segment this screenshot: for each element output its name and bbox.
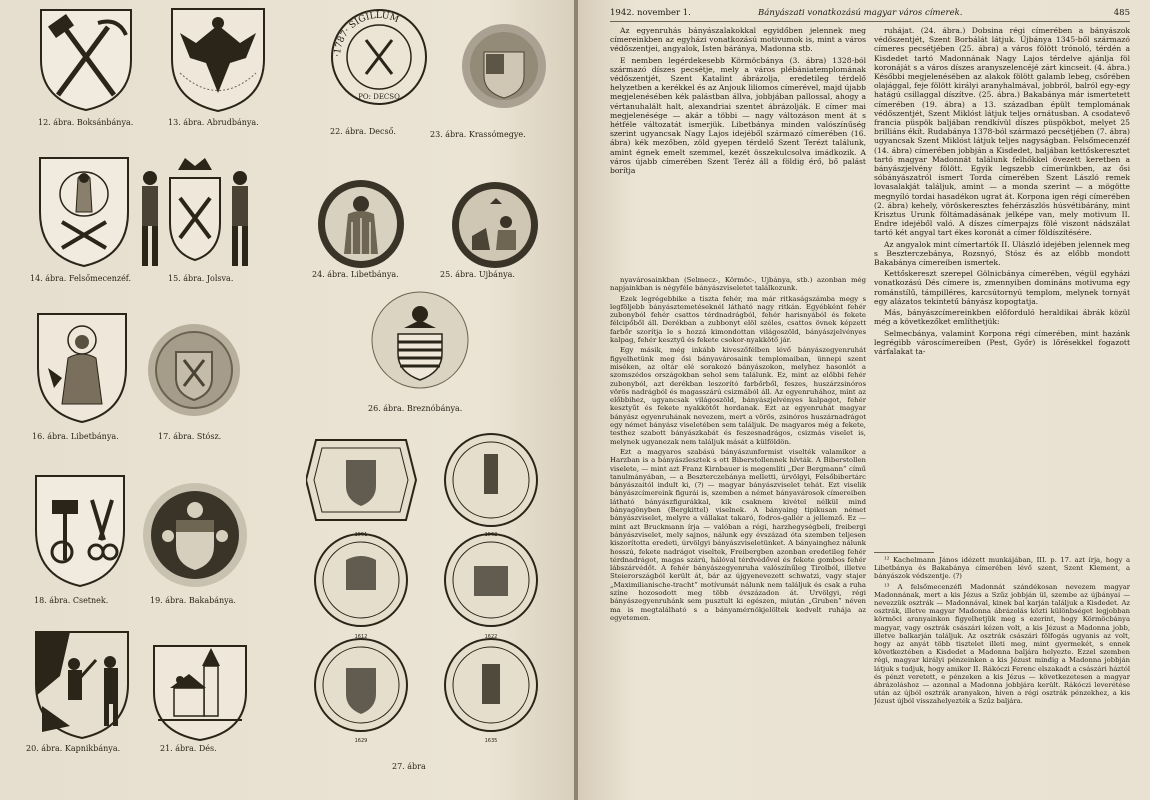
paragraph: Ezt a magyaros szabású bányászunformist viselték valamikor a Harzban is a bányászlesztek s ott Biberstollennek hívták. A Biberstollen viselete, — mint azt Franz Kirnbauer is megemlíti „Der Bergmann” című tanulmányában, — a Beszterczebánya melletti, úrvölgyi, Felsőbibertárc bányászaitól indult ki, (?) — magyar bányászviselet tehát. Ezt viselik bányászcímereink figurái is, szemben a német bányavárosok címereiben látható bányászfigurákkal, kik csaknem kivétel nélkül mind bányagönyben (Bergkittel) viselnek. A bányaing tipikusan német bányászviselet, melyre a vállakat takaró, fodros-gallér a jellemző. Ez — mint azt Bruckmann írja — valóban a régi, harzhegységbeli, freibergi bányászviselet, mely sajnos, nálunk egy évszázad óta szemben teljesen kiszorította eredeti, úrvölgyi bányászviseletünket. A bányainghez nálunk hosszú, fekete nadrágot viseltek, Freibergben azonban eredetileg fehér térdnadrágot, magas szárú, hálóval térdvédővel és fekete gombos fehér lábszárvédőt. A fehér bányászegyenruha valószínűleg Tirolból, illetve Steierországból került át, bár az újgyenevezett schwatzi, vagy stajer „Maximilianische-tracht” motívumát nálunk nem találjuk és csak a ruha színe hozosodott meg több évszázadon át. Urvölgyi, régi bányászegyenruhánk sem pusztult ki egészen, miután „Gruben” néven ma is megtalálható s a bányamérnökjelöltek kedvelt ruhája az egyetemen. (610, 447, 866, 622)
seal-year-1629: 1629 (354, 738, 368, 744)
caption-fig-25: 25. ábra. Ujbánya. (440, 270, 515, 279)
caption-fig-22: 22. ábra. Decső. (330, 127, 396, 136)
figure-13-abrudbanya-shield (166, 3, 270, 115)
seal-year-1562: 1562 (484, 532, 498, 538)
page-number: 485 (1113, 8, 1130, 18)
decso-seal-text-top: ·1787· SIGILLUM (332, 10, 401, 58)
caption-fig-26: 26. ábra. Breznóbánya. (368, 404, 463, 413)
paragraph: E nemben legérdekesebb Körmöcbánya (3. ábra) 1328-ból származó díszes pecsétje, mely a város plébániatemplomának védőszentjét, Szent Katalint ábrázolja, eredetileg térdelő helyzetben a kerékkel és az Anjouk liliomos címerével, majd újabb megjelenésében kék palástban állva, jobbjában pallossal, ahogy a vértanuhalált halt, alexandriai szentet ábrázolják. E címer mai megjelenésége — akár a többi — nagy változáson ment át s hétféle változatát ismerjük. Libetbánya minden valószínűség szerint ugyancsak Nagy Lajos idejéből származó címerében (16. ábra) kék mezőben, zöld gyepen térdelő Szent Terézt találunk, amint égnek emelt szemmel, kezét összekulcsolva imádkozik. A város újabb címerében Szent Teréz áll a földig érő, bő palást borítja (610, 55, 866, 176)
seal-year-1551: 1551 (354, 532, 368, 538)
header-date: 1942. november 1. (610, 8, 691, 18)
footnote-rule (874, 552, 934, 553)
figure-14-felsomecenzef-shield (34, 152, 134, 270)
figure-23-krasso-seal (460, 22, 548, 110)
figure-20-kapnikbanya-shield (30, 626, 134, 742)
footnotes (874, 548, 1130, 793)
figure-17-stosz-seal (146, 322, 242, 418)
caption-fig-19: 19. ábra. Bakabánya. (150, 596, 236, 605)
paragraph: nyavárosainkban (Selmecz-, Körmöc-, Ujbánya, stb.) azonban még napjainkban is négyféle bányászviseletet találkozunk. (610, 276, 866, 293)
decso-seal-text-bottom: PO: DECSO (358, 93, 400, 101)
footnote-13: ¹³ A felsőmecenzéfi Madonnát szándékosan nevezem magyar Madonnának, mert a kis Jézus a Szűz jobbján ül, szembe az újbányai — nevezzük osztrák — Madonnával, kinek bal karján találjuk a Kisdedet. Az osztrák, illetve magyar Madonna ábrázolás közti különbséget legjobban körmöci aranyainkon figyelhetjük meg s ezerint, hogy Körmöcbánya magyar, vagy osztrák császári kézen volt, a kis Jézust a Madonna jobb, illetve balkarján találjuk. Az osztrák császári fölfogás ugyanis az volt, hogy az anyát több tisztelet illeti meg, mint gyermekét, s ennek következtében a Kisdedet a Madonna baljára helyezte. Ezzel szemben régi, magyar királyi pénzeinken a kis Jézust mindig a Madonna jobbján látjuk s tudjuk, hogy amikor II. Rákóczi Ferenc elszakadt a császári háztól és pénzt veretett, e pénzeken a kis Jézus — következetesen a magyar ábrázoláshoz — azonnal a Madonna jobbjára került. Rákóczi leverétése után az újból osztrák aranyakon, hiven a régi osztrák pénzekhez, a kis Jézust újból visszahelyezték a Szűz baljára. (874, 582, 1130, 706)
caption-fig-16: 16. ábra. Libetbánya. (32, 432, 119, 441)
caption-fig-18: 18. ábra. Csetnek. (34, 596, 109, 605)
caption-fig-15: 15. ábra. Jolsva. (168, 274, 234, 283)
running-header (610, 7, 1130, 22)
caption-fig-17: 17. ábra. Stósz. (158, 432, 222, 441)
caption-fig-24: 24. ábra. Libetbánya. (312, 270, 399, 279)
figure-22-decso-seal (330, 8, 428, 106)
figure-18-csetnek-shield (30, 470, 130, 590)
paragraph: Selmecbánya, valamint Korpona régi címerében, mint hazánk legrégibb városcímereiben (Pest, Győr) is lőrésekkel fogazott várfalakat ta- (874, 328, 1130, 356)
caption-fig-13: 13. ábra. Abrudbánya. (168, 118, 259, 127)
figure-19-bakabanya-seal (140, 480, 250, 590)
seal-year-1635: 1635 (484, 738, 498, 744)
caption-fig-27: 27. ábra (392, 762, 426, 771)
figure-12-boksanbanya-shield (36, 5, 136, 115)
footnote-12: ¹² Kachelmann János idézett munkájában, III. p. 17. azt írja, hogy a Libetbánya és Bakabánya címerében lévő szent, Szent Klement, a bányászok védszentje. (?) (874, 556, 1130, 581)
seal-year-1612: 1612 (354, 634, 368, 640)
text-column-2 (874, 26, 1130, 546)
figure-25-ujbanya-seal (450, 180, 540, 270)
text-column-1-top (610, 26, 866, 266)
caption-fig-14: 14. ábra. Felsőmecenzéf. (30, 274, 132, 283)
caption-fig-12: 12. ábra. Boksánbánya. (38, 118, 134, 127)
figure-15-jolsva-arms (130, 148, 260, 276)
caption-fig-20: 20. ábra. Kapnikbánya. (26, 744, 121, 753)
caption-fig-21: 21. ábra. Dés. (160, 744, 217, 753)
paragraph: ruhájat. (24. ábra.) Dobsina régi címerében a bányászok védőszentjét, Szent Borbálát látjuk. Újbánya 1345-ből származó címeres pecsétjében (25. ábra) a város fölött trónoló, térdén a Kisdedet tartó Madonnának Nagy Lajos térdelve ajánlja föl koronáját s a város díszes aranyszelencéjé zárt kincseit. (4. ábra.) Későbbi megjelenésében az alakok fölött galamb lebeg, csőrében olajággal, feje fölött királyi aranyhalmával, jobbról, balról egy-egy hatágú csillaggal díszítve. (25. ábra.) Bakabánya már ismertetett címerében (19. ábra) a 13. században épült templomának védőszentjét, Szent Miklóst látjuk teljes ornátusban. A csodatevő francia püspök baljában rendkívül díszes püspökbot, melyet 25 brilliáns ékít. Rudabánya 1378-ból származó pecsétjében (7. ábra) ugyancsak Szent Miklóst látjuk teljes nagyságban. Felsőmecenzéf (14. ábra) címerében jobbján a Kisdedet, baljában kettőskeresztet tartó magyar Madonnát találunk felhőkkel övezett keretben a bányászjelvény fölött. Egyik legszebb címerünkben, az ősi sóbányászatról ismert Torda címerében Szent László remek lovasalakját találjuk, amint — a monda szerint — a mögötte megnyíló tordai hasadékon ugrat át. Korpona igen régi címerében (2. ábra) kehely, vöröskeresztes fehérzászlós húsvétibárány, mint Krisztus Urunk föltámadásának jelképe van, mely motivum II. Endre idejéből való. A díszes címerpajzs fölé viszont nádszálat tartó két angyal tart ékes koronát a címer földíszítésére. (874, 26, 1130, 238)
paragraph: Kettőskereszt szerepel Gölnicbánya címerében, végül egyházi vonatkozású Dés címere is, zmennyiben domináns motivuma egy románstílű, támpilléres, karcsútornyú templom, melynek tornyát egy alázatos tekintetű bányász kopogtatja. (874, 269, 1130, 306)
header-title: Bányászati vonatkozású magyar város címerek. (758, 8, 963, 18)
paragraph: Az egyenruhás bányászalakokkal egyidőben jelennek meg címereinkben az egyházi vonatkozású motivumok is, mint a város védőszentjei, angyalok, Isten báránya, Madonna stb. (610, 26, 866, 54)
figure-24-libetbanya-seal (316, 178, 406, 270)
figure-16-libetbanya-shield (32, 308, 132, 426)
caption-fig-23: 23. ábra. Krassómegye. (430, 130, 526, 139)
paragraph: Más, bányászcímereinkben előforduló heraldikai ábrák közül még a következőket említhetjük: (874, 308, 1130, 327)
seal-year-1622: 1622 (484, 634, 498, 640)
figure-26-breznobanya-seal (364, 290, 476, 390)
paragraph: Az angyalok mint címertartók II. Ulászló idejében jelennek meg s Beszterczebánya, Rozsnyó, Stósz és az előbb mondott Bakabánya címereiben ismertek. (874, 239, 1130, 268)
text-column-1-bottom (610, 276, 866, 786)
paragraph: Egy másik, még inkább kiveszőfélben lévő bányászegyenruhát figyelhetünk meg ősi bányavárosaink templomaiban, ünnepi szent miséken, az oltár elé sorakozó bányászokon, melyhez hasonlót a szomszédos országokban sehol sem találunk. Ez, mint az előbbi fehér zubonyból, azt derékban leszorító farbőrből, feszes, huszárzsinóros vörös nadrágból és magasszárú csizmából áll. Az egyenruhához, mint az előbbihez, ugyancsak világoszöld, bányászjelvényes kalpagot, fehér kesztyűt és fekete nyakkötőt hordanak. Ezt az egyenruhát magyar bányász egyenruhának nevezem, mert a vörös, zsinóros huszárnadrágot egy német bányász viseletében sem találjuk. De magyaros még a fekete, testhez szabott bányászkabát és feszesnadrágos, csizmás viselet is, melynek ugyanezak nem találjuk mását a külföldön. (610, 346, 866, 446)
figure-27-seals (306, 420, 556, 760)
figure-21-des-shield (148, 640, 252, 744)
paragraph: Ezek legrégebbike a tiszta fehér, ma már ritkaságszámba megy s legföljebb bányásztemetéseknél látható nagy ritkán. Egyébként fehér zubonyból fehér csattos térdnadrágból, fehér harisnyából és fekete félcipőből áll. Derékban a zubbonyt elöl széles, csattos övnek képzett farbőr szorítja le s hozzá kimondottan világoszöld, bányászjelvényes kalpag, fehér kesztyű és fekete csokor-nyakkötő jár. (610, 294, 866, 345)
